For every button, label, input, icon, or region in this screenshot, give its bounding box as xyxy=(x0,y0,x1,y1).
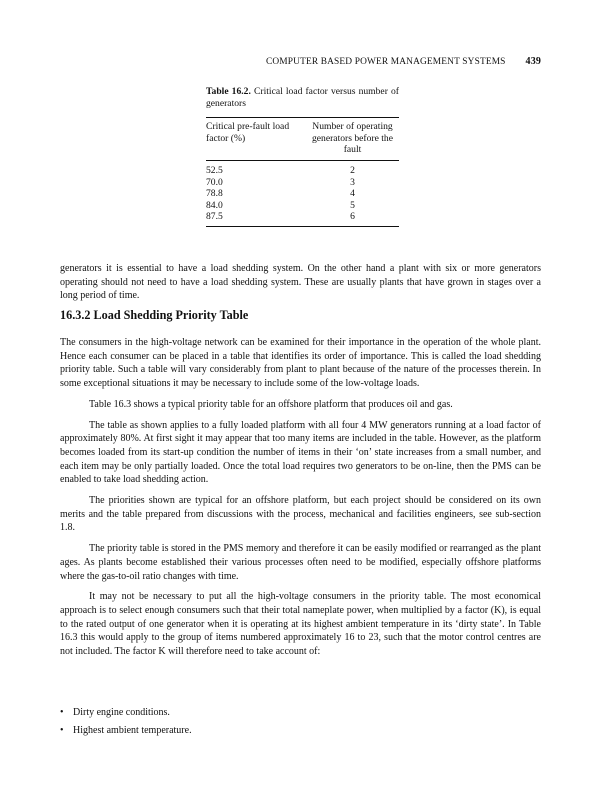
table-bottom-rule xyxy=(206,226,399,227)
running-title: COMPUTER BASED POWER MANAGEMENT SYSTEMS xyxy=(265,57,506,67)
col-header-generators: Number of operating generators before the fault xyxy=(312,121,393,156)
cell-generators: 6 xyxy=(350,211,355,223)
list-item-text: Highest ambient temperature. xyxy=(73,724,192,736)
cell-load-factor: 78.8 xyxy=(206,188,223,200)
list-item xyxy=(60,704,192,722)
list-item-text: Dirty engine conditions. xyxy=(73,707,170,718)
page-number: 439 xyxy=(525,56,541,67)
table-caption-label: Table 16.2. xyxy=(206,86,251,97)
cell-generators: 2 xyxy=(350,164,355,176)
intro-paragraph: generators it is essential to have a load shedding system. On the other hand a plant with six or more generators operating should not need to have a load shedding system. These are usually plants that have grown in stages over a long period of time. xyxy=(60,263,541,302)
table-row xyxy=(206,200,399,212)
bullet-list xyxy=(60,704,192,739)
paragraph: The consumers in the high-voltage network can be examined for their importance in the operation of the whole plant. Hence each consumer can be placed in a table that identifies its order of importance. This is called the load shedding priority table. Such a table will vary considerably from plant to plant because of the nature of the processes therein. In some exceptional situations it may be necessary to include some of the low-voltage loads. xyxy=(60,337,541,390)
table-row xyxy=(206,211,399,223)
paragraph: The table as shown applies to a fully loaded platform with all four 4 MW generators running at a load factor of approximately 80%. At first sight it may appear that too many items are included in the table. However, as the platform becomes loaded from its start-up condition the number of items in their ‘on’ state increases from a small number, and each item may be only partially loaded. Once the total load requires two generators to be on-line, then the PMS can be enabled to take load shedding action. xyxy=(60,419,541,486)
table-caption xyxy=(206,86,399,109)
cell-generators: 5 xyxy=(350,199,355,211)
paragraph: It may not be necessary to put all the high-voltage consumers in the priority table. The most economical approach is to select enough consumers such that their total nameplate power, when multiplied by a factor (K), is equal to the rated output of one generator when it is operating at its highest ambient temperature in its ‘dirty state’. In Table 16.3 this would apply to the group of items numbered approximately 16 to 23, such that the motor control centres are not included. The factor K will therefore need to take account of: xyxy=(60,591,541,658)
cell-load-factor: 87.5 xyxy=(206,211,223,223)
table-16-2 xyxy=(206,86,399,227)
page-header xyxy=(0,56,541,67)
paragraph: The priority table is stored in the PMS memory and therefore it can be easily modified or rearranged as the plant ages. As plants become established their various processes often need to be modified, especially offshore platforms where the gas-to-oil ratio changes with time. xyxy=(60,543,541,582)
table-row xyxy=(206,177,399,189)
table-caption-text: Critical load factor versus number of generators xyxy=(206,86,399,109)
paragraph: Table 16.3 shows a typical priority table for an offshore platform that produces oil and gas. xyxy=(89,398,453,410)
table-body xyxy=(206,161,399,226)
cell-load-factor: 70.0 xyxy=(206,176,223,188)
bullet-icon: • xyxy=(60,724,64,736)
table-header-row xyxy=(206,118,399,160)
intro-paragraph-block xyxy=(60,262,541,303)
cell-generators: 3 xyxy=(350,176,355,188)
col-header-load-factor: Critical pre-fault load factor (%) xyxy=(206,121,290,144)
table-row xyxy=(206,165,399,177)
bullet-icon: • xyxy=(60,707,64,718)
section-heading: 16.3.2 Load Shedding Priority Table xyxy=(60,308,249,322)
paragraph: The priorities shown are typical for an offshore platform, but each project should be considered on its own merits and the table prepared from discussions with the process, mechanical and facilities engineers, see sub-section 1.8. xyxy=(60,495,541,534)
table-row xyxy=(206,188,399,200)
list-item xyxy=(60,722,192,740)
cell-generators: 4 xyxy=(350,188,355,200)
body-text xyxy=(60,336,541,659)
cell-load-factor: 52.5 xyxy=(206,164,223,176)
cell-load-factor: 84.0 xyxy=(206,199,223,211)
